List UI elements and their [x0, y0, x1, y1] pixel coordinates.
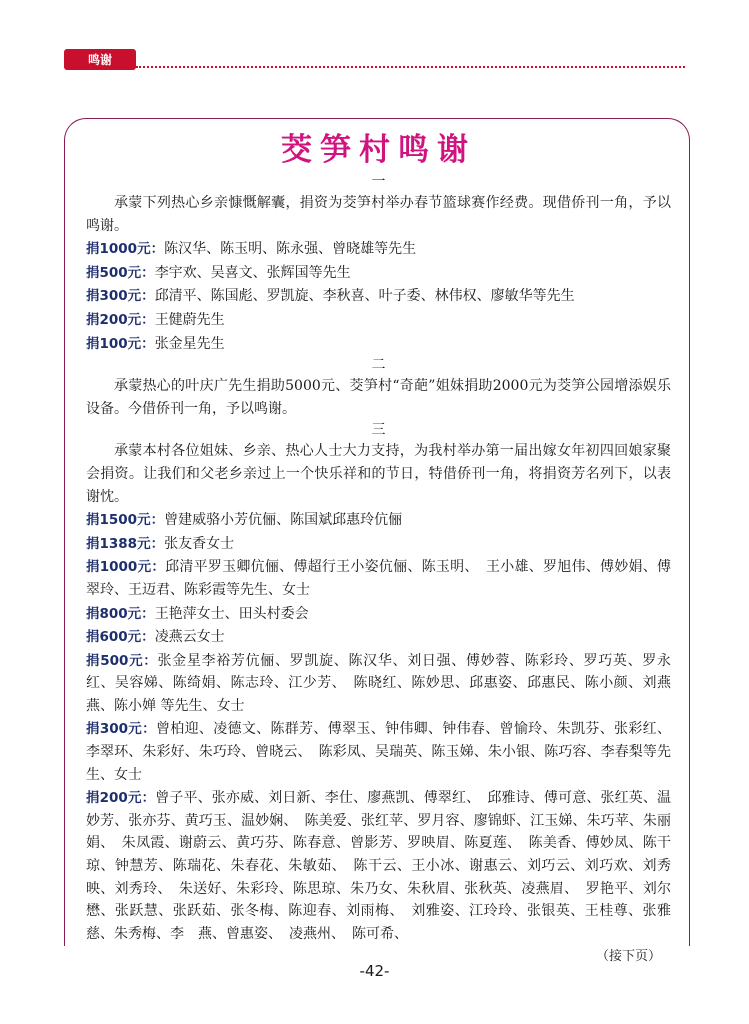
header-divider [136, 66, 685, 68]
donor-names: 张友香女士 [164, 535, 235, 552]
donor-names: 王健蔚先生 [154, 311, 225, 328]
section-label: 鸣谢 [87, 53, 112, 67]
page-number: -42- [359, 962, 390, 980]
donor-names: 邱清平、陈国彪、罗凯旋、李秋喜、叶子委、林伟权、廖敏华等先生 [154, 288, 575, 305]
section-numeral: 一 [371, 174, 386, 190]
donor-names: 曾建威骆小芳伉俪、陈国斌邱惠玲伉俪 [164, 512, 403, 529]
article-title: 茭笋村鸣谢 [281, 132, 476, 168]
donation-entry [86, 509, 671, 532]
donation-amount: 捐1388元： [86, 535, 165, 552]
section-intro: 承蒙本村各位姐妹、乡亲、热心人士大力支持，为我村举办第一届出嫁女年初四回娘家聚会捐资。让我们和父老乡亲过上一个快乐祥和的节日，特借侨刊一角，将捐资芳名列下，以表谢忱。 [86, 443, 671, 505]
section-numeral: 二 [371, 357, 386, 374]
donor-names: 李宇欢、吴喜文、张辉国等先生 [154, 264, 351, 281]
donation-entry [86, 626, 671, 649]
donation-entry [86, 533, 671, 556]
donor-names: 陈汉华、陈玉明、陈永强、曾晓雄等先生 [164, 241, 417, 258]
donation-amount: 捐200元： [86, 790, 156, 807]
section-numeral: 三 [371, 422, 386, 439]
donor-names: 凌燕云女士 [154, 629, 225, 646]
continued-note: （接下页） [595, 949, 661, 965]
donation-entry [86, 309, 671, 332]
donor-names: 张金星先生 [154, 335, 225, 352]
donor-names: 张金星李裕芳伉俪、罗凯旋、陈汉华、刘日强、傅妙蓉、陈彩玲、罗巧英、罗永红、吴容娣、陈绮娟、陈志玲、江少芳、 陈晓红、陈妙思、邱惠姿、邱惠民、陈小颜、刘燕燕、陈小婵 等先生、女士 [86, 652, 671, 714]
donation-entry [86, 285, 671, 308]
donation-entry [86, 718, 671, 786]
donor-names: 曾柏迎、凌德文、陈群芳、傅翠玉、钟伟卿、钟伟春、曾愉玲、朱凯芬、张彩红、李翠环、朱彩好、朱巧玲、曾晓云、 陈彩凤、吴瑞英、陈玉娣、朱小银、陈巧容、李春梨等先生、女士 [86, 721, 672, 783]
donation-amount: 捐300元： [86, 721, 156, 738]
donation-amount: 捐1000元： [86, 559, 166, 576]
donation-amount: 捐500元： [86, 264, 155, 281]
donation-amount: 捐800元： [86, 605, 155, 622]
donation-amount: 捐600元： [86, 629, 155, 646]
donor-names: 邱清平罗玉卿伉俪、傅超行王小姿伉俪、陈玉明、 王小雄、罗旭伟、傅妙娟、傅翠玲、王迈君、陈彩霞等先生、女士 [86, 559, 671, 598]
donor-names: 王艳萍女士、田头村委会 [154, 605, 309, 622]
donation-entry [86, 333, 671, 356]
article [86, 130, 671, 969]
donation-entry [86, 262, 671, 285]
donor-names: 曾子平、张亦威、刘日新、李仕、廖燕凯、傅翠红、 邱雅诗、傅可意、张红英、温妙芳、张亦芬、黄巧玉、温妙娴、 陈美爱、张红苹、罗月容、廖锦虾、江玉娣、朱巧苹、朱丽娟、 朱凤霞、谢蔚云、黄巧芬、陈春意、曾影芳、罗映眉、陈夏莲、 陈美香、傅妙凤、陈干琼、钟慧芳、陈瑞花、朱春花、朱敏茹、 陈干云、王小冰、谢惠云、刘巧云、刘巧欢、刘秀映、刘秀玲、 朱送好、朱彩玲、陈思琼、朱乃女、朱秋眉、张秋英、凌燕眉、 罗艳平、刘尔懋、张跃慧、张跃茹、张冬梅、陈迎春、刘雨梅、 刘雅姿、江玲玲、张银英、王桂尊、张雅慈、朱秀梅、李 燕、曾惠姿、 凌燕州、 陈可希、 [86, 790, 671, 942]
donation-entry [86, 650, 671, 718]
donation-entry [86, 603, 671, 626]
donation-amount: 捐500元： [86, 652, 158, 669]
donation-amount: 捐1000元： [86, 241, 165, 258]
section-tab [64, 49, 136, 70]
section-intro: 承蒙下列热心乡亲慷慨解囊，捐资为茭笋村举办春节篮球赛作经费。现借侨刊一角，予以鸣谢。 [86, 195, 671, 234]
donation-amount: 捐1500元： [86, 512, 165, 529]
donation-entry [86, 787, 671, 945]
section-intro: 承蒙热心的叶庆广先生捐助5000元、茭笋村“奇葩”姐妹捐助2000元为茭笋公园增添娱乐设备。今借侨刊一角，予以鸣谢。 [86, 378, 671, 417]
donation-amount: 捐300元： [86, 288, 155, 305]
donation-entry [86, 238, 671, 261]
donation-amount: 捐100元： [86, 335, 155, 352]
donation-entry [86, 556, 671, 601]
donation-amount: 捐200元： [86, 311, 155, 328]
